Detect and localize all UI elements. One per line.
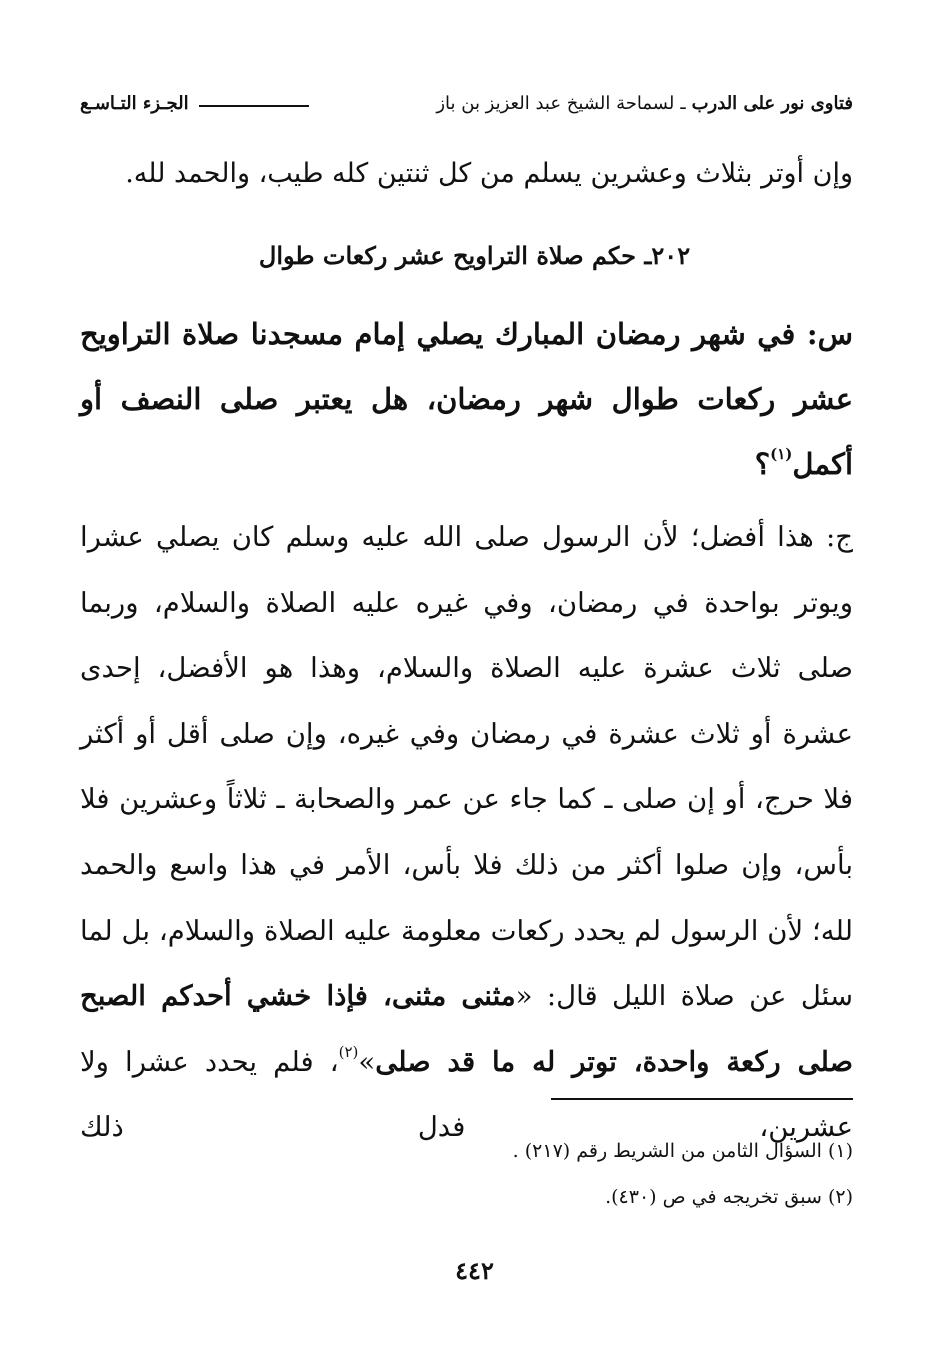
page-number: ٤٤٢ bbox=[455, 1256, 494, 1285]
footnotes bbox=[80, 1128, 853, 1220]
footnote-ref-2[interactable]: (٢) bbox=[338, 1042, 359, 1061]
footnote-separator bbox=[551, 1098, 853, 1100]
header-title-group bbox=[436, 93, 853, 114]
header-author: لسماحة الشيخ عبد العزيز بن باز bbox=[436, 92, 675, 114]
footnote-2: (٢) سبق تخريجه في ص (٤٣٠). bbox=[605, 1186, 853, 1208]
question-text: س: في شهر رمضان المبارك يصلي إمام مسجدنا صلاة التراويح عشر ركعات طوال شهر رمضان، هل يعتبر صلى النصف أو أكمل bbox=[80, 317, 854, 481]
question-paragraph bbox=[80, 302, 853, 497]
fatwa-title: ٢٠٢ـ حكم صلاة التراويح عشر ركعات طوال bbox=[258, 241, 691, 270]
question-mark: ؟ bbox=[754, 447, 771, 481]
answer-text-part2: ، فلم يحدد عشرا ولا عشرين، فدل ذلك bbox=[80, 1045, 853, 1144]
running-header bbox=[80, 86, 853, 120]
answer-text-part1: ج: هذا أفضل؛ لأن الرسول صلى الله عليه وسلم كان يصلي عشرا ويوتر بواحدة في رمضان، وفي غيره عليه الصلاة والسلام، وربما صلى ثلاث عشرة عليه الصلاة والسلام، وهذا هو الأفضل، إحدى عشرة أو ثلاث عشرة في رمضان وفي غيره، وإن صلى أقل أو أكثر فلا حرج، أو إن صلى ـ كما جاء عن عمر والصحابة ـ ثلاثاً وعشرين فلا بأس، وإن صلوا أكثر من ذلك فلا بأس، الأمر في هذا واسع والحمد لله؛ لأن الرسول لم يحدد ركعات معلومة عليه الصلاة والسلام، بل لما سئل عن صلاة الليل قال: « bbox=[80, 521, 853, 1013]
answer-paragraph bbox=[80, 505, 853, 1161]
footnote-ref-1[interactable]: (١) bbox=[770, 445, 793, 464]
header-volume: الجـزء التـاسـع bbox=[80, 92, 189, 114]
hadith-close-quote: » bbox=[358, 1045, 376, 1078]
header-dash: ـ bbox=[680, 92, 686, 114]
header-volume-group bbox=[80, 93, 319, 114]
header-series-title: فتاوى نور على الدرب bbox=[691, 92, 853, 114]
header-rule bbox=[199, 105, 309, 107]
lead-line: وإن أوتر بثلاث وعشرين يسلم من كل ثنتين كله طيب، والحمد لله. bbox=[125, 158, 853, 189]
footnote-1: (١) السؤال الثامن من الشريط رقم (٢١٧) . bbox=[512, 1140, 853, 1162]
hadith-quote: مثنى مثنى، فإذا خشي أحدكم الصبح صلى ركعة واحدة، توتر له ما قد صلى bbox=[80, 980, 854, 1078]
